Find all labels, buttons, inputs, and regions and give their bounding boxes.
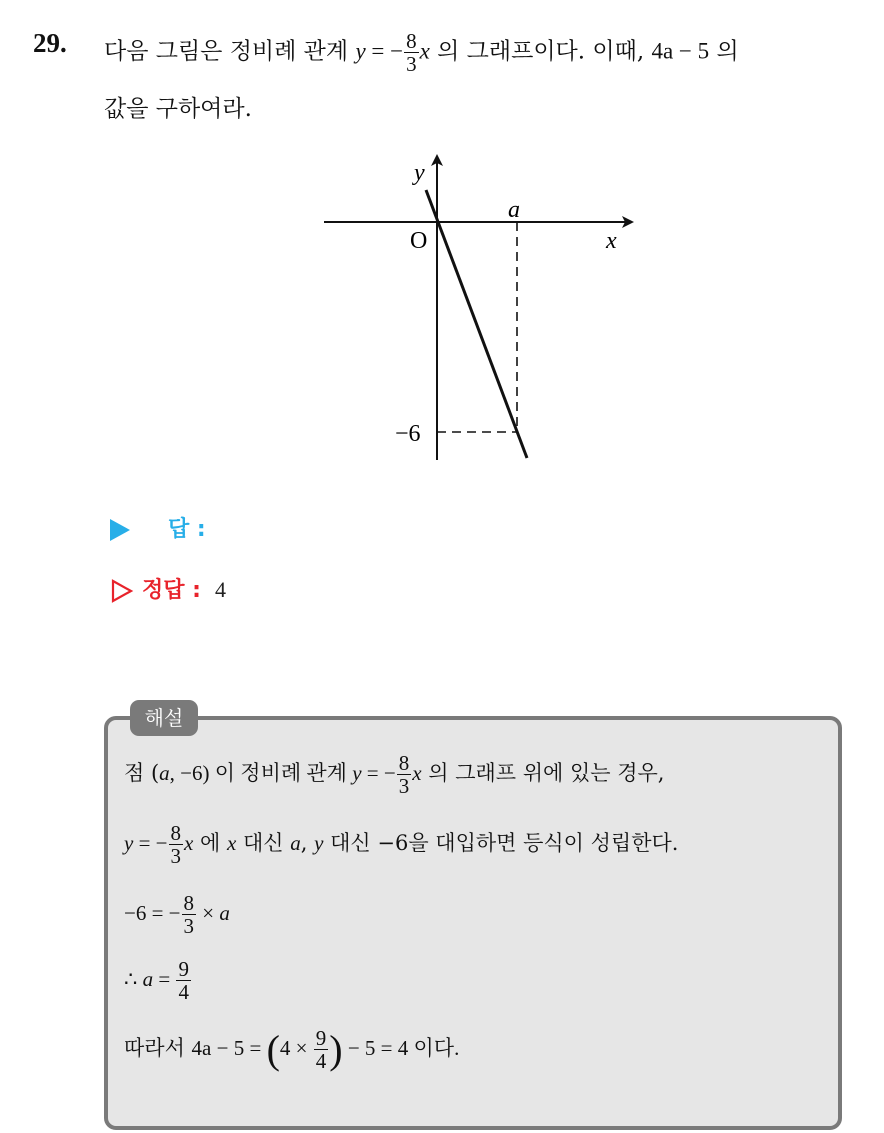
sol-var: x [412,761,422,786]
fraction-numerator: 9 [178,957,189,981]
right-paren: ) [329,1027,343,1072]
fraction-denominator: 3 [398,774,410,799]
sol-expression: 4a − 5 = [191,1036,267,1060]
sol-text: − 5 = 4 이다. [342,1036,460,1060]
sol-text: 따라서 [124,1036,192,1060]
point-x-label: a [508,197,520,223]
sol-var: a [290,831,301,856]
fraction-numerator: 8 [406,29,417,53]
outline-triangle-icon [110,579,134,603]
sol-sign: × [197,901,220,926]
eq-sign: = − [365,38,404,64]
sol-text: 점 ( [124,761,160,786]
sol-text: 의 그래프 위에 있는 경우, [421,761,665,786]
sol-sign: = − [133,831,168,856]
question-line-2: 값을 구하여라. [104,96,252,122]
sol-var: a [219,901,230,926]
sol-fraction [169,822,184,867]
solution-line-3 [124,892,230,937]
solution-line-1 [124,752,664,797]
sol-fraction [182,892,197,937]
fraction-numerator: 8 [170,821,182,845]
fraction-denominator: 4 [315,1049,327,1073]
sol-text: 에 [193,831,227,856]
sol-expression: 4 × [279,1036,313,1060]
sol-fraction [397,752,412,797]
sol-text: 대신 −6을 대입하면 등식이 성립한다. [323,831,679,856]
proportion-graph [318,150,648,470]
correct-value: 4 [214,577,226,602]
solution-tag: 해설 [130,700,198,736]
answer-row [110,512,206,543]
eq-lhs: y [355,38,366,64]
sol-fraction [314,1027,329,1072]
correct-answer-row [110,573,226,604]
question-text-end: 의 [709,38,739,65]
fraction-numerator: 8 [398,751,410,775]
solution-line-5 [124,1026,459,1073]
answer-label: 답 : [168,517,206,542]
fraction-numerator: 9 [315,1025,327,1050]
origin-label: O [410,228,428,254]
sol-var: x [184,831,194,856]
eq-var: x [419,38,430,64]
sol-text: 대신 [236,831,291,856]
sol-text: −6 = − [124,901,181,926]
y-axis-label: y [414,160,425,186]
sol-var: y [314,831,324,856]
fraction-numerator: 8 [183,891,195,915]
correct-label: 정답 : [142,578,201,603]
point-y-label: −6 [395,421,421,447]
therefore-symbol: ∴ [124,967,143,992]
x-axis-label: x [606,228,617,254]
solution-line-2 [124,822,678,867]
sol-text: , −6) 이 정비례 관계 [169,761,353,786]
fraction-denominator: 3 [170,844,182,869]
sol-var: y [352,761,362,786]
sol-fraction [176,958,191,1003]
target-expression: 4a − 5 [651,38,710,64]
question-number: 29. [33,28,67,58]
question-text-before: 다음 그림은 정비례 관계 [104,38,349,65]
fraction-denominator: 3 [406,52,417,77]
solution-line-4 [124,958,192,1003]
left-paren: ( [266,1027,280,1072]
sol-var: a [159,761,170,786]
question-text-mid: 의 그래프이다. 이때, [429,38,652,65]
sol-var: y [124,831,134,856]
question-fraction [404,30,419,75]
sol-var: a [142,967,154,992]
sol-var: x [226,831,237,856]
sol-sign: = − [361,761,396,786]
sol-sign: = [153,967,176,992]
question-line-1 [104,30,739,75]
fraction-denominator: 4 [178,980,189,1005]
fraction-denominator: 3 [183,914,195,939]
sol-text: , [300,831,315,856]
graph-line [426,190,527,458]
play-triangle-icon [110,519,130,541]
